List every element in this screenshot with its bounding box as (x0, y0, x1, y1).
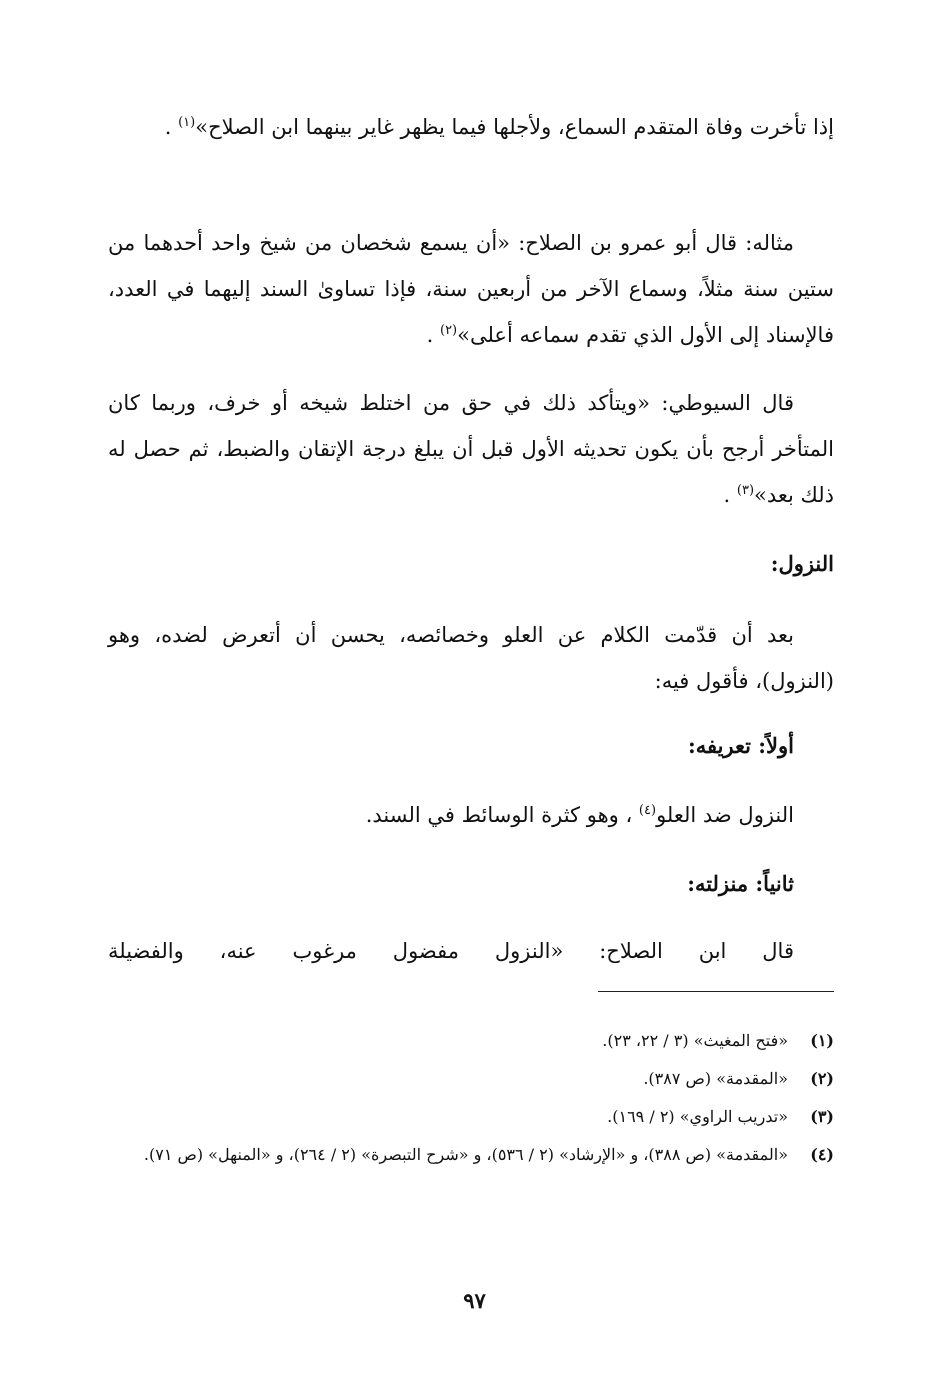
footnote-separator (598, 991, 834, 992)
footnote-text: «فتح المغيث» (٣ / ٢٢، ٢٣). (602, 1031, 788, 1050)
footnote-number: (١) (810, 1031, 834, 1050)
paragraph-6 (108, 928, 834, 974)
footnote-text: «المقدمة» (ص ٣٨٧). (643, 1069, 788, 1088)
footnote-number: (٣) (810, 1107, 834, 1126)
footnote-text: «تدريب الراوي» (٢ / ١٦٩). (607, 1107, 788, 1126)
footnotes (108, 1022, 834, 1174)
paragraph-5 (108, 792, 834, 838)
footnote-1 (108, 1022, 834, 1060)
footnote-2 (108, 1060, 834, 1098)
page-number: ٩٧ (463, 1288, 486, 1313)
footnote-number: (٢) (810, 1069, 834, 1088)
footnote-ref-1[interactable]: (١) (178, 115, 196, 130)
section-heading-nuzul: النزول: (770, 551, 834, 576)
paragraph-3-end: . (723, 483, 737, 507)
paragraph-2-end: . (426, 323, 440, 347)
footnote-text: «المقدمة» (ص ٣٨٨)، و «الإرشاد» (٢ / ٥٣٦)، و «شرح التبصرة» (٢ / ٢٦٤)، و «المنهل» (ص ٧١). (143, 1145, 788, 1164)
footnote-4 (108, 1136, 834, 1174)
paragraph-1 (108, 104, 834, 150)
footnote-ref-3[interactable]: (٣) (736, 483, 755, 498)
subheading-status: ثانياً: منزلته: (687, 871, 794, 896)
paragraph-3 (108, 380, 834, 518)
paragraph-5-end: ، وهو كثرة الوسائط في السند. (365, 803, 639, 827)
paragraph-4-text: بعد أن قدّمت الكلام عن العلو وخصائصه، يحسن أن أتعرض لضده، وهو (النزول)، فأقول فيه: (108, 623, 834, 693)
footnote-ref-2[interactable]: (٢) (439, 323, 458, 338)
footnote-ref-4[interactable]: (٤) (638, 803, 657, 818)
footnote-number: (٤) (810, 1145, 834, 1164)
subheading-definition: أولاً: تعريفه: (687, 733, 794, 758)
paragraph-2-text: مثاله: قال أبو عمرو بن الصلاح: «أن يسمع شخصان من شيخ واحد أحدهما من ستين سنة مثلاً، وسماع الآخر من أربعين سنة، فإذا تساوىٰ السند إليهما في العدد، فالإسناد إلى الأول الذي تقدم سماعه أعلى» (108, 231, 834, 347)
paragraph-5-text: النزول ضد العلو (656, 803, 794, 827)
paragraph-4 (108, 612, 834, 704)
paragraph-3-text: قال السيوطي: «ويتأكد ذلك في حق من اختلط شيخه أو خرف، وربما كان المتأخر أرجح بأن يكون تحديثه الأول قبل أن يبلغ درجة الإتقان والضبط، ثم حصل له ذلك بعد» (108, 391, 834, 507)
footnote-3 (108, 1098, 834, 1136)
paragraph-6-text: قال ابن الصلاح: «النزول مفضول مرغوب عنه، والفضيلة (108, 939, 794, 963)
paragraph-1-text: إذا تأخرت وفاة المتقدم السماع، ولأجلها فيما يظهر غاير بينهما ابن الصلاح» (195, 115, 834, 139)
paragraph-1-end: . (164, 115, 179, 139)
paragraph-2 (108, 220, 834, 358)
